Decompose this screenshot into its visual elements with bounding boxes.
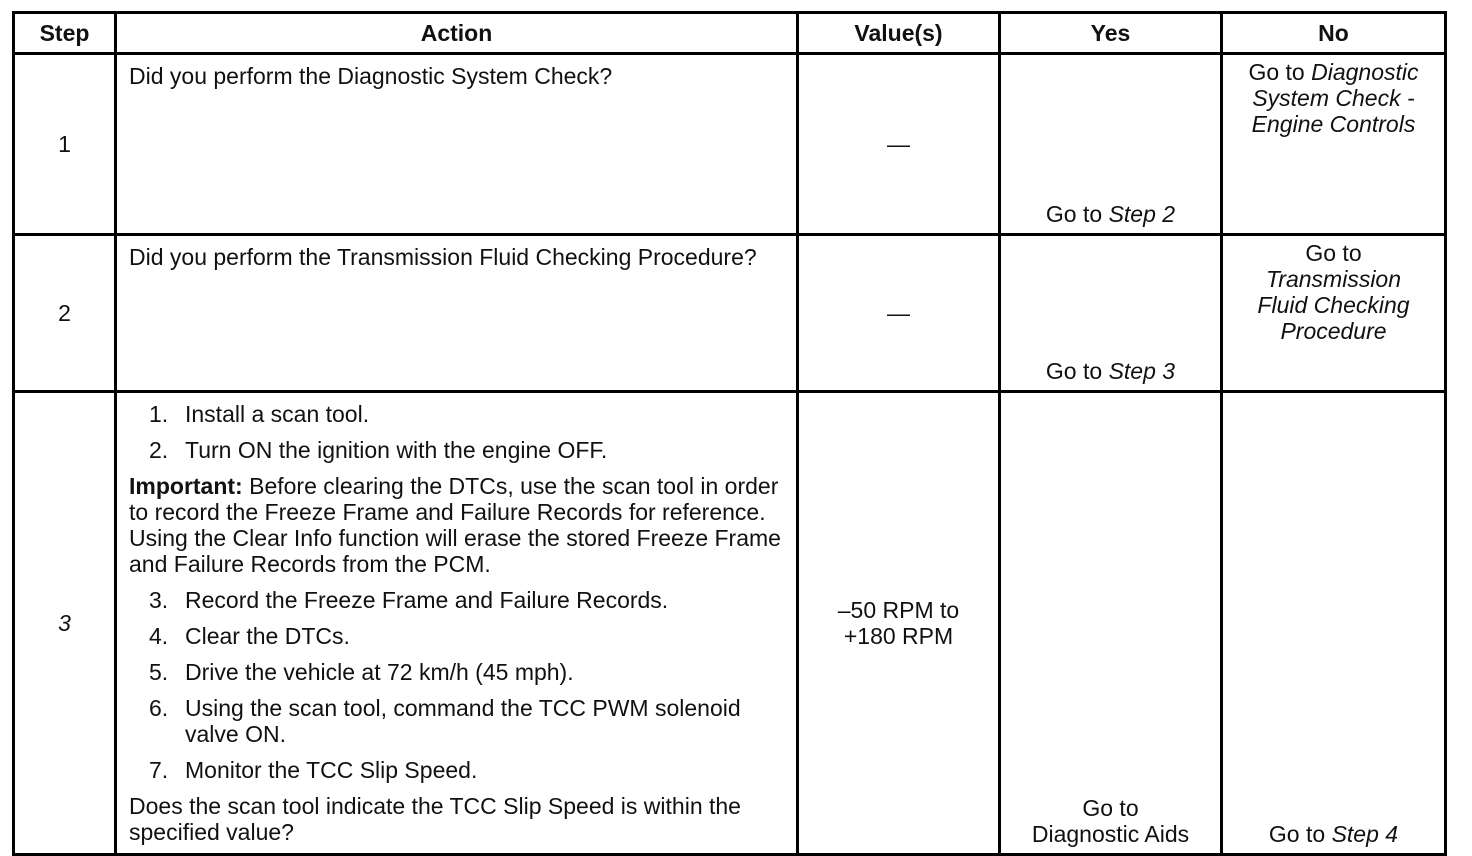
list-item: 1. Install a scan tool.	[149, 401, 370, 427]
list-item: 6. Using the scan tool, command the TCC PWM solenoid valve ON.	[149, 695, 741, 747]
header-no: No	[1222, 13, 1446, 54]
no-link-step-4[interactable]: Step 4	[1331, 821, 1399, 847]
header-action: Action	[116, 13, 798, 54]
yes-cell	[1000, 54, 1222, 235]
table-row-step-2	[14, 235, 1446, 392]
value-cell: —	[798, 54, 1000, 235]
yes-cell	[1000, 235, 1222, 392]
list-item: 2. Turn ON the ignition with the engine OFF.	[149, 437, 608, 463]
action-text: Did you perform the Diagnostic System Check?	[116, 54, 798, 235]
procedure-steps-b	[129, 587, 786, 783]
action-cell	[116, 392, 798, 855]
yes-link-step-2[interactable]: Step 2	[1108, 201, 1176, 227]
diagnostic-table	[12, 11, 1447, 856]
value-line-2: +180 RPM	[843, 623, 954, 649]
step-number: 3	[14, 392, 116, 855]
yes-prefix: Go to	[1045, 358, 1109, 384]
header-values: Value(s)	[798, 13, 1000, 54]
no-prefix: Go to	[1305, 240, 1362, 266]
step-number: 1	[14, 54, 116, 235]
action-text: Did you perform the Transmission Fluid Checking Procedure?	[116, 235, 798, 392]
important-note	[129, 473, 786, 577]
no-cell	[1222, 392, 1446, 855]
step-question: Does the scan tool indicate the TCC Slip Speed is within the specified value?	[129, 793, 741, 845]
header-row	[14, 13, 1446, 54]
no-cell	[1222, 54, 1446, 235]
value-cell	[798, 392, 1000, 855]
list-item: 7. Monitor the TCC Slip Speed.	[149, 757, 478, 783]
list-item: 5. Drive the vehicle at 72 km/h (45 mph).	[149, 659, 574, 685]
table-row-step-3	[14, 392, 1446, 855]
yes-link-diagnostic-aids[interactable]: Diagnostic Aids	[1031, 821, 1190, 847]
no-prefix: Go to	[1248, 59, 1312, 85]
yes-prefix: Go to	[1082, 795, 1139, 821]
header-yes: Yes	[1000, 13, 1222, 54]
important-text: Before clearing the DTCs, use the scan tool in order to record the Freeze Frame and Failure Records for reference. Using the Clear Info function will erase the stored Freeze Frame and Failure Records from the PCM.	[129, 473, 781, 577]
list-item: 4. Clear the DTCs.	[149, 623, 350, 649]
header-step: Step	[14, 13, 116, 54]
procedure-steps-a	[129, 401, 786, 463]
no-prefix: Go to	[1268, 821, 1332, 847]
list-item: 3. Record the Freeze Frame and Failure Records.	[149, 587, 669, 613]
value-cell: —	[798, 235, 1000, 392]
important-label: Important:	[129, 473, 243, 499]
no-cell	[1222, 235, 1446, 392]
no-link-diagnostic-system-check[interactable]: Diagnostic System Check - Engine Controls	[1251, 59, 1419, 137]
yes-link-step-3[interactable]: Step 3	[1108, 358, 1176, 384]
yes-prefix: Go to	[1045, 201, 1109, 227]
table-row-step-1	[14, 54, 1446, 235]
no-link-transmission-fluid-checking[interactable]: Transmission Fluid Checking Procedure	[1257, 266, 1410, 344]
yes-cell	[1000, 392, 1222, 855]
value-line-1: –50 RPM to	[837, 597, 960, 623]
step-number: 2	[14, 235, 116, 392]
